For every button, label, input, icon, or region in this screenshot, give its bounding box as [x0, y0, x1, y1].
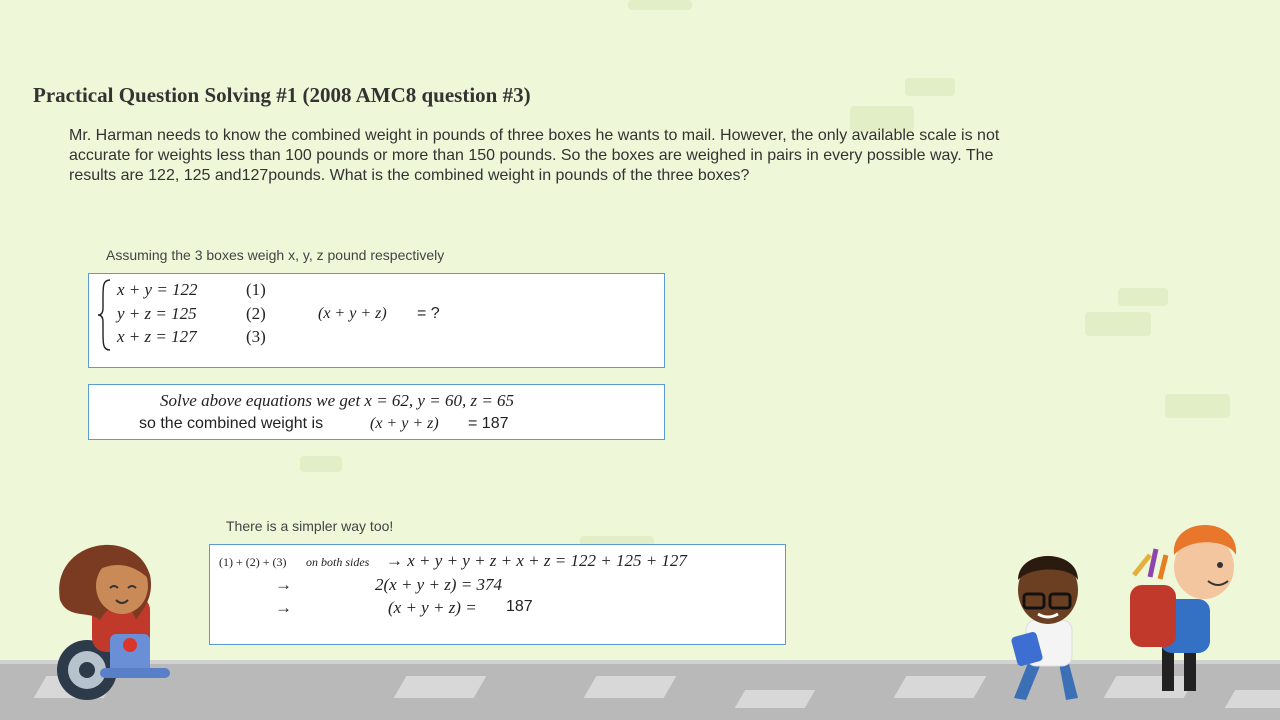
bg-patch — [1165, 394, 1230, 418]
bg-patch — [300, 456, 342, 472]
solution-box — [88, 384, 665, 440]
simpler-row-2-expression: 2(x + y + z) = 374 — [375, 575, 502, 594]
bg-patch — [1085, 312, 1151, 336]
simpler-way-label: There is a simpler way too! — [226, 518, 394, 534]
solution-line-2-expression: (x + y + z) — [370, 415, 439, 432]
problem-text: Mr. Harman needs to know the combined weight in pounds of three boxes he wants to mail. However, the only available scale is not accurate for weights less than 100 pounds or more than 150 pounds. So the boxes are weighed in pairs in every possible way. The results are 122, 125 and127pounds. What is the combined weight in pounds of the three boxes? — [69, 127, 1000, 184]
assumption-text: Assuming the 3 boxes weigh x, y, z pound respectively — [106, 247, 445, 263]
road-stripe — [394, 676, 487, 698]
solution-line-1: Solve above equations we get x = 62, y = 60, z = 65 — [160, 391, 515, 410]
girl-wheelchair-illustration — [40, 530, 190, 710]
equation-3-number: (3) — [246, 327, 266, 346]
equation-1-number: (1) — [246, 280, 266, 299]
equation-3: x + z = 127 — [117, 327, 197, 346]
road-stripe — [894, 676, 987, 698]
simpler-row-1-lead: (1) + (2) + (3) — [219, 555, 287, 569]
target-expression: (x + y + z) — [318, 305, 387, 322]
road-stripe — [584, 676, 677, 698]
solution-line-2-prefix: so the combined weight is — [139, 415, 324, 432]
bg-patch — [628, 0, 692, 10]
equation-2: y + z = 125 — [117, 304, 197, 323]
brace-icon — [97, 278, 113, 352]
equation-1: x + y = 122 — [117, 280, 198, 299]
boy-backpack-illustration — [1120, 515, 1240, 695]
simpler-row-3-result: 187 — [506, 598, 533, 615]
road-stripe — [735, 690, 815, 708]
simpler-row-1-expression: → x + y + y + z + x + z = 122 + 125 + 127 — [386, 551, 687, 570]
solution-line-2-result: = 187 — [468, 415, 509, 432]
page-title: Practical Question Solving #1 (2008 AMC8 question #3) — [33, 83, 531, 107]
simpler-row-3-expression: (x + y + z) = — [388, 598, 477, 617]
simpler-method-box — [209, 544, 786, 645]
equation-2-number: (2) — [246, 304, 266, 323]
target-question: = ? — [417, 305, 440, 322]
simpler-row-3-arrow: → — [275, 598, 292, 617]
bg-patch — [1118, 288, 1168, 306]
bg-patch — [905, 78, 955, 96]
boy-glasses-illustration — [1000, 548, 1100, 708]
equation-system-box — [88, 273, 665, 368]
simpler-row-2-arrow: → — [275, 575, 292, 594]
simpler-row-1-note: on both sides — [306, 555, 370, 569]
